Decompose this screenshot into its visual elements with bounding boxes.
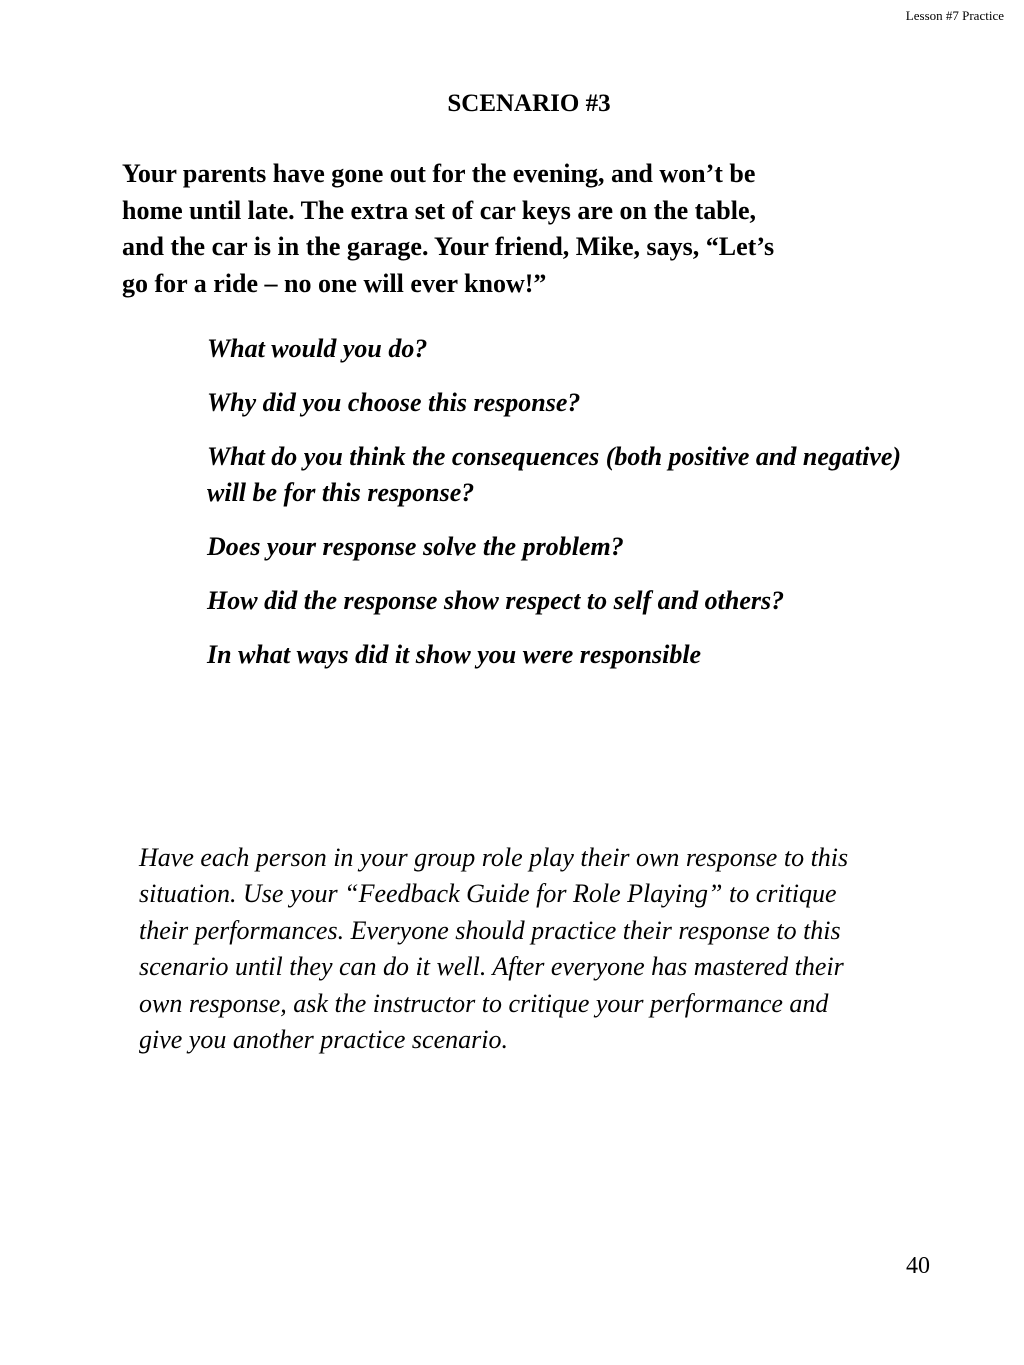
instructions-line: their performances. Everyone should practice their response to this [139, 915, 841, 945]
scenario-line: home until late. The extra set of car keys are on the table, [122, 195, 757, 225]
question-item: Why did you choose this response? [207, 388, 581, 417]
page-title: SCENARIO #3 [447, 90, 611, 117]
question-list [207, 331, 927, 691]
question-item: What do you think the consequences (both positive and negative) will be for this response? [207, 442, 902, 507]
header-note: Lesson #7 Practice [905, 8, 1004, 23]
question-item: In what ways did it show you were responsible [207, 640, 702, 669]
page-number: 40 [906, 1253, 930, 1279]
question-item: Does your response solve the problem? [207, 532, 624, 561]
scenario-paragraph [122, 156, 922, 302]
instructions-line: own response, ask the instructor to critique your performance and [139, 988, 829, 1018]
scenario-line: and the car is in the garage. Your friend, Mike, says, “Let’s [122, 232, 775, 261]
instructions-line: scenario until they can do it well. After everyone has mastered their [139, 952, 844, 982]
instructions-line: Have each person in your group role play their own response to this [139, 843, 849, 872]
instructions-line: situation. Use your “Feedback Guide for Role Playing” to critique [139, 879, 837, 909]
scenario-line: go for a ride – no one will ever know!” [122, 268, 547, 298]
question-item: How did the response show respect to self and others? [207, 586, 785, 615]
instructions-line: give you another practice scenario. [139, 1025, 508, 1055]
question-item: What would you do? [207, 334, 428, 363]
instructions-paragraph [139, 840, 999, 1058]
scenario-line: Your parents have gone out for the evening, and won’t be [122, 159, 756, 188]
